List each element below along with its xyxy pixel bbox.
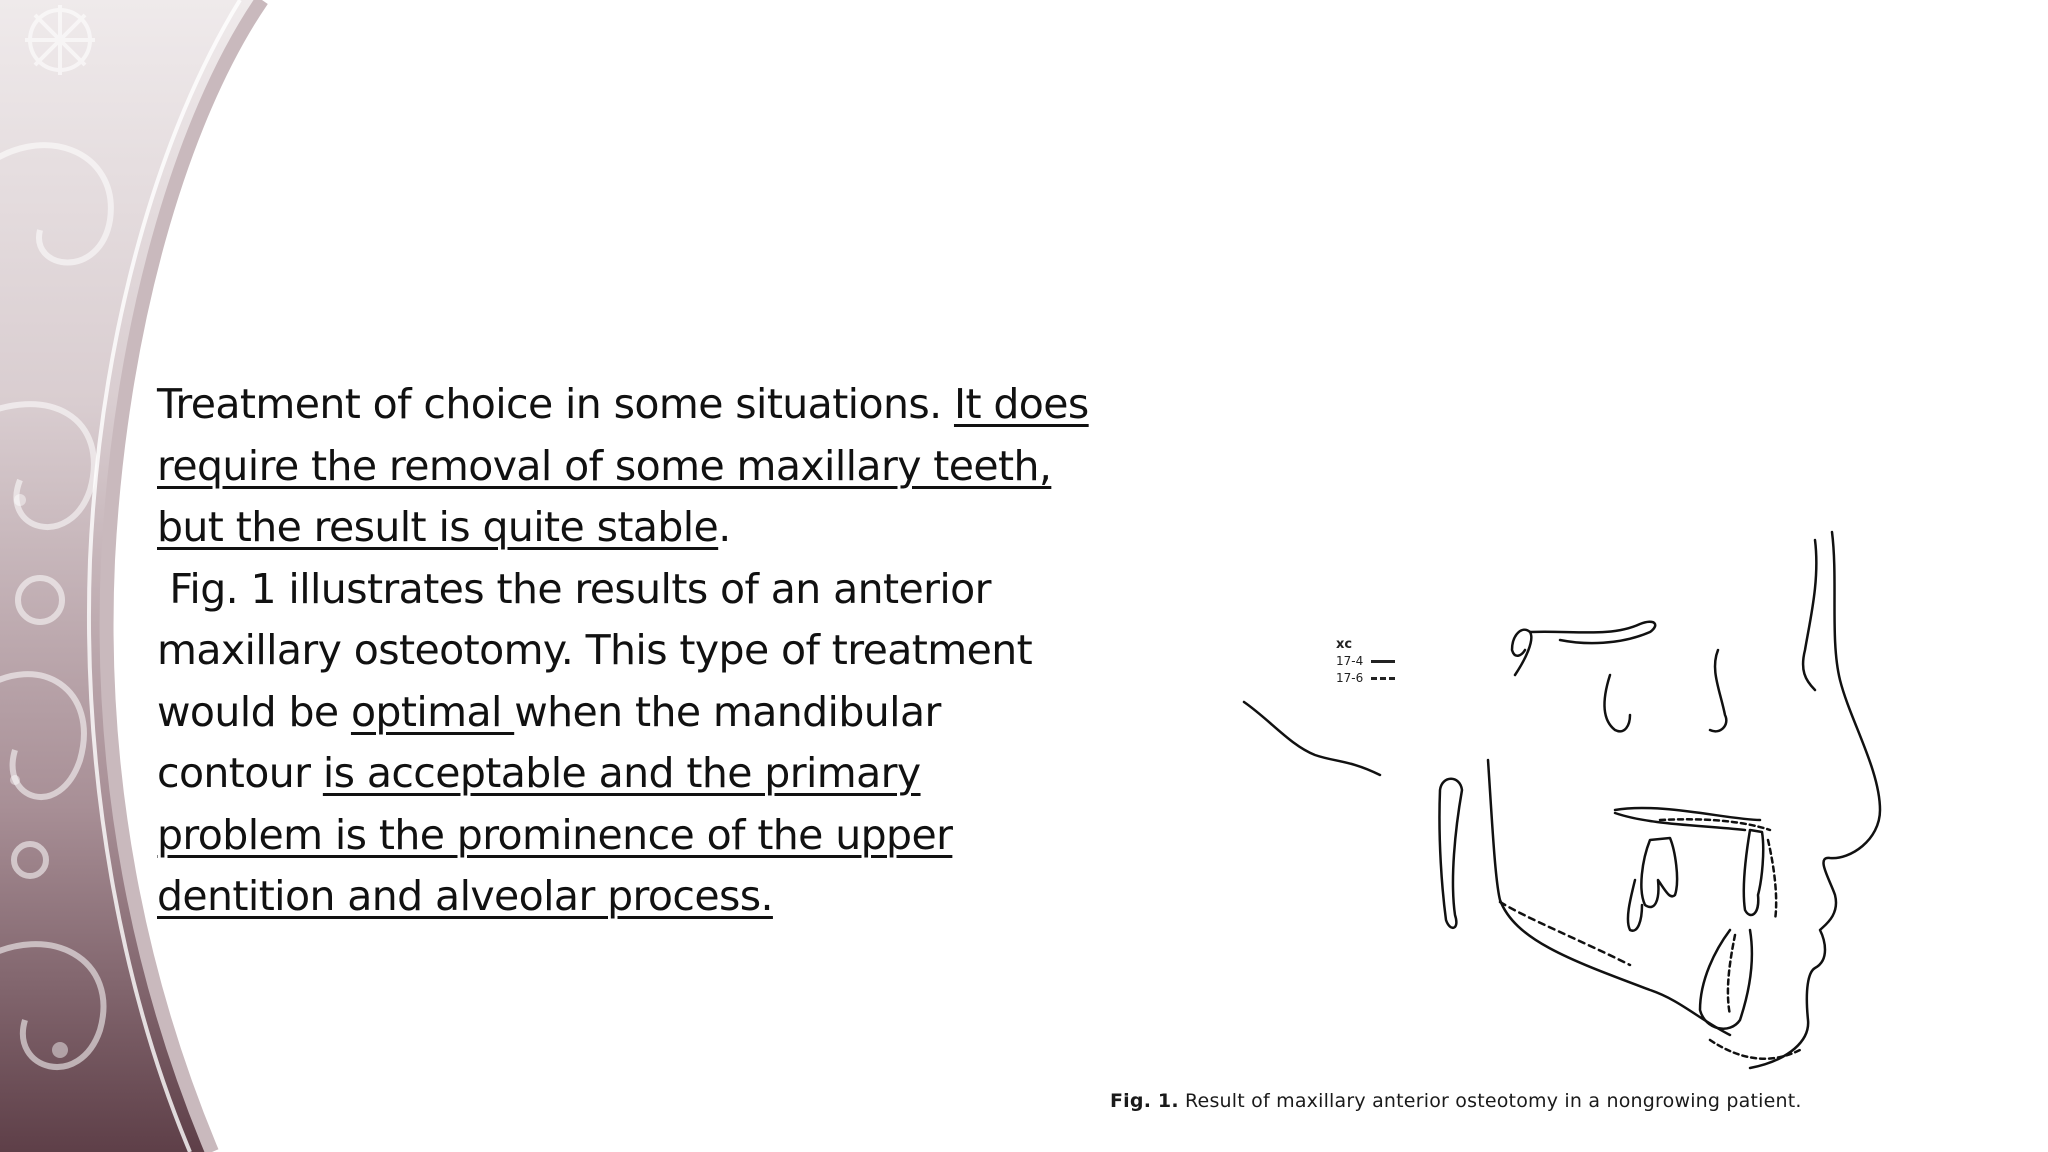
- facial-profile: [1750, 532, 1880, 1068]
- paragraph-line: [157, 497, 1157, 559]
- legend-title: xc: [1336, 637, 1353, 652]
- caption-text: Result of maxillary anterior osteotomy in a nongrowing patient.: [1178, 1090, 1802, 1112]
- legend-dashed-label: 17-6: [1336, 671, 1364, 685]
- body-paragraph: [157, 374, 1157, 928]
- underlined-text: It does: [953, 380, 1089, 428]
- paragraph-line: [157, 620, 1157, 682]
- paragraph-line: [157, 866, 1157, 928]
- text-segment: Fig. 1 illustrates the results of an anterior: [157, 564, 991, 613]
- snowflake-icon: [25, 5, 95, 75]
- paragraph-line: [157, 374, 1157, 436]
- underlined-text: problem is the prominence of the upper: [157, 810, 953, 859]
- underlined-text: require the removal of some maxillary teeth,: [157, 441, 1052, 490]
- cephalometric-tracing: [1230, 520, 1910, 1080]
- figure-legend: [1336, 636, 1395, 687]
- paragraph-line: [157, 805, 1157, 867]
- paragraph-line: [157, 436, 1157, 498]
- underlined-text: but the result is quite stable: [157, 503, 719, 551]
- caption-label: Fig. 1.: [1110, 1090, 1179, 1112]
- text-segment: when the mandibular: [514, 687, 941, 736]
- mandible-ramus: [1439, 779, 1462, 928]
- text-segment: maxillary osteotomy. This type of treatment: [157, 626, 1033, 674]
- molar-tooth: [1641, 838, 1677, 907]
- underlined-text: is acceptable and the primary: [322, 749, 921, 797]
- solid-line-icon: [1371, 660, 1395, 663]
- legend-solid-label: 17-4: [1336, 654, 1364, 668]
- paragraph-line: [157, 559, 1157, 621]
- text-segment: contour: [157, 749, 323, 797]
- paragraph-line: [157, 743, 1157, 805]
- cranial-base-line: [1244, 702, 1380, 775]
- text-segment: Treatment of choice in some situations.: [157, 380, 954, 428]
- legend-row-dashed: [1336, 670, 1395, 687]
- underlined-text: optimal: [350, 687, 515, 736]
- dashed-line-icon: [1371, 677, 1395, 680]
- legend-row-solid: [1336, 653, 1395, 670]
- text-segment: would be: [157, 687, 351, 736]
- text-segment: .: [718, 503, 731, 551]
- underlined-text: dentition and alveolar process.: [157, 872, 773, 920]
- incisor-tooth: [1744, 830, 1763, 915]
- figure-caption: [1110, 1090, 1802, 1112]
- paragraph-line: [157, 682, 1157, 744]
